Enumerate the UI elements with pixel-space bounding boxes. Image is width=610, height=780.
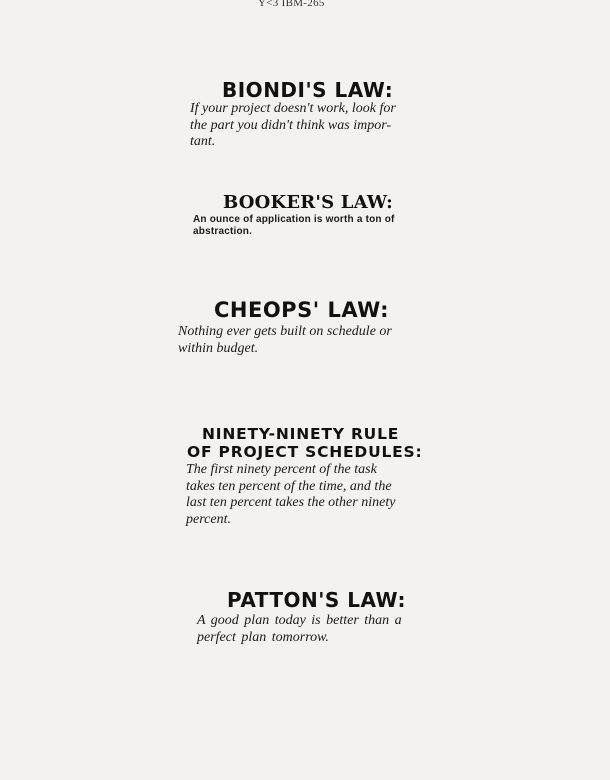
law-title: BIONDI'S LAW: xyxy=(222,78,394,102)
law-biondi xyxy=(190,78,430,151)
law-title: NINETY-NINETY RULE OF PROJECT SCHEDULES: xyxy=(187,425,423,461)
handwritten-mark: Y<3 xyxy=(258,0,279,9)
law-title: BOOKER'S LAW: xyxy=(223,192,393,213)
law-text: If your project doesn't work, look for the part you didn't think was impor- tant. xyxy=(190,101,396,149)
law-title: PATTON'S LAW: xyxy=(227,588,406,612)
law-text: An ounce of application is worth a ton of abstraction. xyxy=(193,214,395,237)
law-cheops xyxy=(178,298,418,357)
law-text: A good plan today is better than a perfect plan tomorrow. xyxy=(197,613,402,645)
law-text: The first ninety percent of the task takes ten percent of the time, and the last ten percent takes the other ninety percent. xyxy=(186,462,396,527)
page-header-id xyxy=(258,0,325,9)
law-booker xyxy=(193,192,423,238)
rule-ninety-ninety xyxy=(186,425,436,528)
law-title: CHEOPS' LAW: xyxy=(214,298,390,322)
law-patton xyxy=(197,588,437,646)
law-text: Nothing ever gets built on schedule or within budget. xyxy=(178,324,392,356)
page-number: IBM-265 xyxy=(281,0,325,9)
